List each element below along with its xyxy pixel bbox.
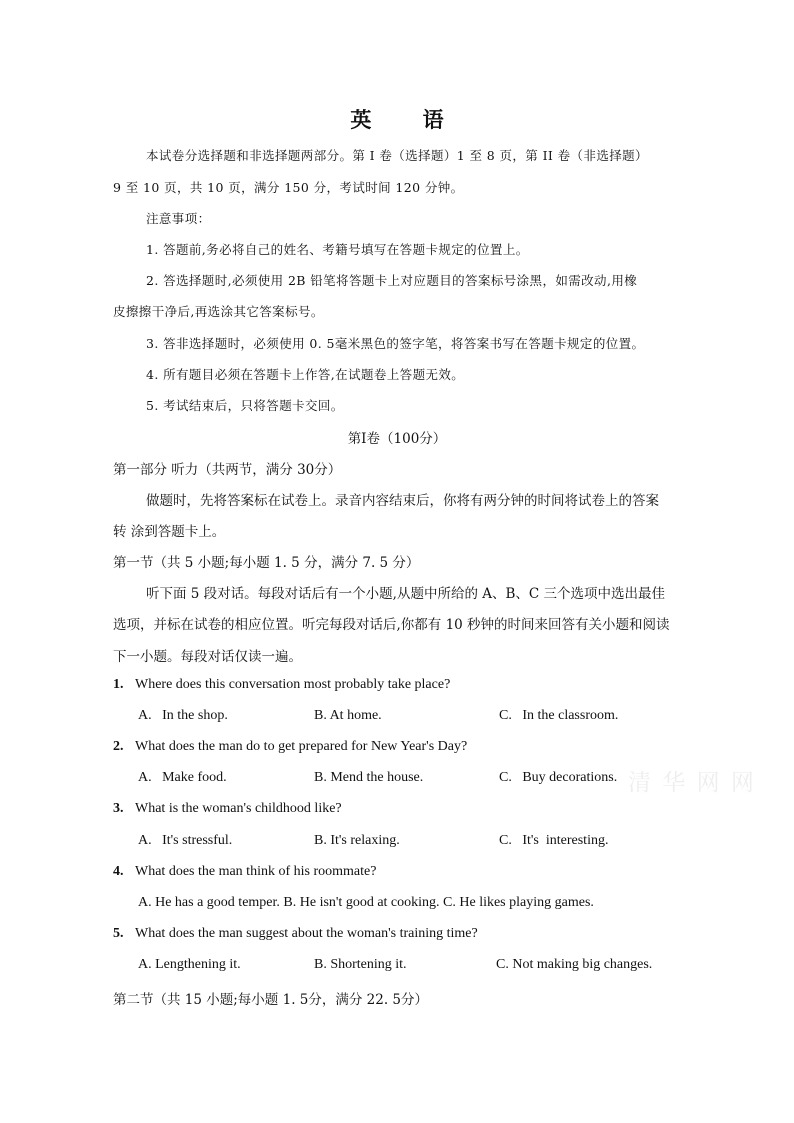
- page-title: 英 语: [350, 107, 466, 132]
- watermark: 清 华 网 网: [628, 770, 756, 796]
- note-5: 5. 考试结束后，只将答题卡交回。: [146, 398, 344, 413]
- question-number: 5.: [113, 926, 124, 941]
- part1-instructions-2: 转 涂到答题卡上。: [113, 524, 226, 540]
- option-a: A. Make food.: [138, 770, 227, 785]
- question-text: Where does this conversation most probably take place?: [135, 677, 451, 692]
- intro-line-2: 9 至 10 页，共 10 页，满分 150 分，考试时间 120 分钟。: [113, 180, 464, 195]
- option-c: C. Not making big changes.: [496, 957, 653, 972]
- question-text: What does the man suggest about the woman's training time?: [135, 926, 478, 941]
- section1-instructions-2: 选项，并标在试卷的相应位置。听完每段对话后,你都有 10 秒钟的时间来回答有关小题和阅读: [113, 617, 670, 633]
- option-a: A. It's stressful.: [138, 833, 233, 848]
- question-text: What does the man do to get prepared for New Year's Day?: [135, 739, 468, 754]
- part1-instructions-1: 做题时，先将答案标在试卷上。录音内容结束后，你将有两分钟的时间将试卷上的答案: [146, 493, 659, 509]
- notes-heading: 注意事项：: [146, 211, 211, 226]
- question-number: 3.: [113, 801, 124, 816]
- volume-heading: 第I卷（100分）: [347, 431, 447, 447]
- section2-heading: 第二节（共 15 小题;每小题 1. 5分，满分 22. 5分）: [113, 992, 429, 1008]
- option-a: A. In the shop.: [138, 708, 228, 723]
- section1-instructions-3: 下一小题。每段对话仅读一遍。: [113, 649, 302, 665]
- note-4: 4. 所有题目必须在答题卡上作答,在试题卷上答题无效。: [146, 367, 465, 382]
- note-1: 1. 答题前,务必将自己的姓名、考籍号填写在答题卡规定的位置上。: [146, 242, 529, 257]
- option-c: C. In the classroom.: [499, 708, 619, 723]
- question-text: What is the woman's childhood like?: [135, 801, 342, 816]
- section1-heading: 第一节（共 5 小题;每小题 1. 5 分，满分 7. 5 分）: [113, 555, 420, 571]
- option-b: B. It's relaxing.: [314, 833, 400, 848]
- options-line: A. He has a good temper. B. He isn't good at cooking. C. He likes playing games.: [138, 895, 594, 910]
- note-3: 3. 答非选择题时，必须使用 0. 5毫米黑色的签字笔，将答案书写在答题卡规定的位置。: [146, 336, 645, 351]
- question-text: What does the man think of his roommate?: [135, 864, 377, 879]
- note-2: 2. 答选择题时,必须使用 2B 铅笔将答题卡上对应题目的答案标号涂黑，如需改动,用橡: [146, 273, 638, 288]
- option-b: B. At home.: [314, 708, 382, 723]
- note-2-continued: 皮擦擦干净后,再选涂其它答案标号。: [113, 304, 324, 319]
- question-number: 2.: [113, 739, 124, 754]
- question-number: 1.: [113, 677, 124, 692]
- option-a: A. Lengthening it.: [138, 957, 241, 972]
- option-b: B. Mend the house.: [314, 770, 424, 785]
- question-number: 4.: [113, 864, 124, 879]
- section1-instructions-1: 听下面 5 段对话。每段对话后有一个小题,从题中所给的 A、B、C 三个选项中选出最佳: [146, 586, 666, 602]
- option-b: B. Shortening it.: [314, 957, 407, 972]
- intro-line-1: 本试卷分选择题和非选择题两部分。第 I 卷（选择题）1 至 8 页，第 II 卷（非选择题）: [146, 148, 648, 163]
- part1-heading: 第一部分 听力（共两节，满分 30分）: [113, 462, 342, 478]
- option-c: C. Buy decorations.: [499, 770, 618, 785]
- option-c: C. It's interesting.: [499, 833, 609, 848]
